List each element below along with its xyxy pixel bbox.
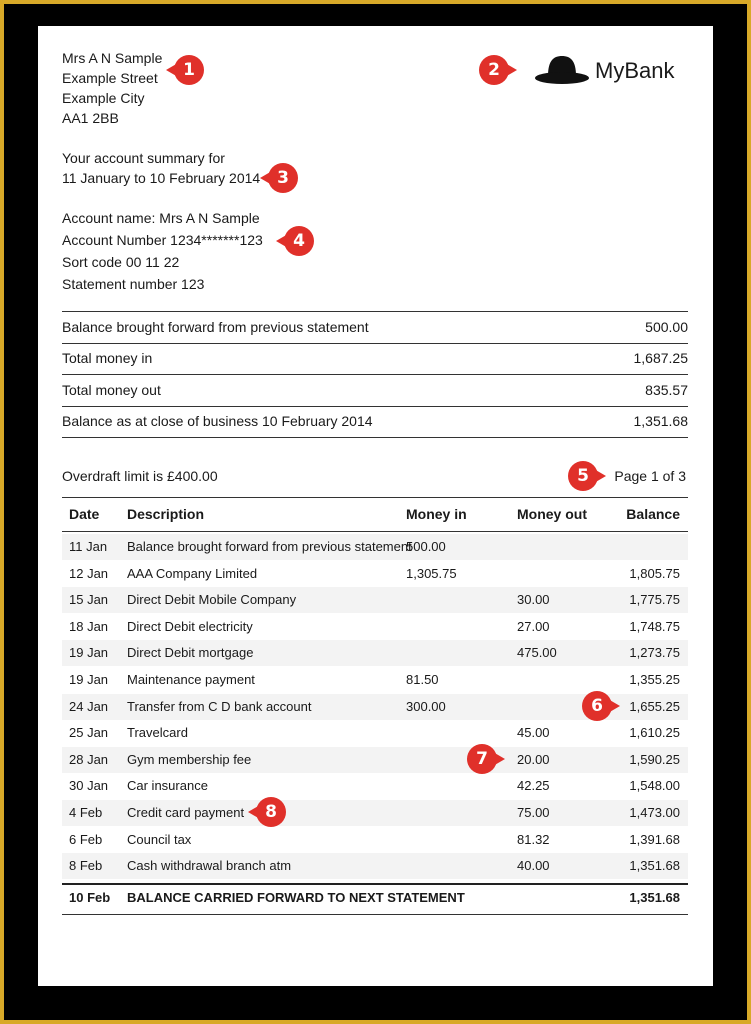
row-balance: 1,655.25 [629, 698, 680, 714]
row-money-out: 20.00 [517, 751, 550, 767]
row-description: Direct Debit Mobile Company [127, 592, 297, 608]
row-description: Transfer from C D bank account [127, 698, 312, 714]
row-date: 6 Feb [69, 831, 103, 847]
row-date: 18 Jan [69, 618, 109, 634]
row-description: Cash withdrawal branch atm [127, 858, 292, 874]
divider [62, 311, 688, 312]
row-balance: 1,391.68 [629, 831, 680, 847]
marker-2: 2 [479, 55, 517, 85]
row-date: 30 Jan [69, 778, 109, 794]
row-money-out: 45.00 [517, 725, 550, 741]
row-balance: 1,355.25 [629, 672, 680, 687]
row-money-out: 475.00 [517, 645, 557, 661]
row-balance: 1,273.75 [629, 645, 680, 661]
footer-balance: 1,351.68 [629, 890, 680, 905]
divider [62, 531, 688, 532]
balance-label: Total money in [62, 350, 153, 366]
marker-5: 5 [568, 461, 606, 491]
bowler-hat-icon [534, 54, 590, 86]
row-date: 19 Jan [69, 672, 109, 687]
marker-1: 1 [166, 55, 204, 85]
column-header-date: Date [69, 506, 100, 522]
row-description: Credit card payment [127, 805, 245, 820]
address-line: Mrs A N Sample [62, 50, 163, 66]
row-date: 12 Jan [69, 565, 109, 581]
marker-6: 6 [582, 691, 620, 721]
row-balance: 1,805.75 [629, 565, 680, 581]
divider [62, 914, 688, 915]
divider [62, 437, 688, 438]
row-money-out: 42.25 [517, 778, 550, 794]
balance-value: 1,351.68 [633, 413, 688, 429]
row-money-in: 300.00 [406, 698, 446, 714]
divider [62, 374, 688, 375]
row-description: Travelcard [127, 725, 188, 741]
balance-label: Total money out [62, 382, 161, 398]
row-money-in: 1,305.75 [406, 565, 457, 581]
page-number: Page 1 of 3 [614, 468, 686, 484]
row-balance: 1,590.25 [629, 751, 680, 767]
summary-heading: Your account summary for [62, 150, 225, 166]
row-money-out: 40.00 [517, 858, 550, 874]
account-name: Account name: Mrs A N Sample [62, 210, 260, 226]
row-date: 24 Jan [69, 698, 109, 714]
divider [62, 406, 688, 407]
marker-8: 8 [248, 797, 286, 827]
marker-7: 7 [467, 744, 505, 774]
row-balance: 1,351.68 [629, 858, 680, 874]
summary-period: 11 January to 10 February 2014 [62, 170, 261, 186]
statement-number: Statement number 123 [62, 276, 205, 292]
column-header-balance: Balance [626, 506, 680, 522]
row-date: 15 Jan [69, 592, 109, 608]
row-description: Council tax [127, 831, 192, 847]
row-description: AAA Company Limited [127, 565, 258, 581]
marker-3: 3 [260, 163, 298, 193]
bank-name: MyBank [595, 58, 675, 83]
sort-code: Sort code 00 11 22 [62, 254, 180, 270]
row-date: 4 Feb [69, 805, 103, 820]
balance-value: 500.00 [645, 319, 688, 335]
column-header-money-in: Money in [406, 506, 467, 522]
row-description: Direct Debit mortgage [127, 645, 254, 661]
address-line: Example City [62, 90, 145, 106]
row-description: Direct Debit electricity [127, 618, 253, 634]
balance-value: 835.57 [645, 382, 688, 398]
divider [62, 497, 688, 498]
row-money-out: 27.00 [517, 618, 550, 634]
row-balance: 1,473.00 [629, 805, 680, 820]
balance-label: Balance as at close of business 10 February 2014 [62, 413, 373, 429]
row-description: Balance brought forward from previous statement [127, 539, 412, 554]
row-date: 25 Jan [69, 725, 109, 741]
row-balance: 1,610.25 [629, 725, 680, 741]
row-description: Gym membership fee [127, 751, 252, 767]
divider [62, 343, 688, 344]
address-line: AA1 2BB [62, 110, 119, 126]
column-header-money-out: Money out [517, 506, 587, 522]
row-balance: 1,548.00 [629, 778, 680, 794]
address-line: Example Street [62, 70, 158, 86]
row-description: Car insurance [127, 778, 208, 794]
row-money-in: 81.50 [406, 672, 439, 687]
column-header-description: Description [127, 506, 205, 522]
marker-4: 4 [276, 226, 314, 256]
overdraft-limit: Overdraft limit is £400.00 [62, 468, 218, 484]
balance-label: Balance brought forward from previous statement [62, 319, 369, 335]
row-money-in: 500.00 [406, 539, 446, 554]
row-date: 11 Jan [69, 539, 108, 554]
balance-value: 1,687.25 [633, 350, 688, 366]
row-date: 19 Jan [69, 645, 109, 661]
account-number: Account Number 1234*******123 [62, 232, 263, 248]
row-date: 8 Feb [69, 858, 103, 874]
row-money-out: 30.00 [517, 592, 550, 608]
row-balance: 1,748.75 [629, 618, 680, 634]
row-money-out: 81.32 [517, 831, 550, 847]
statement-page [38, 26, 713, 986]
row-balance: 1,775.75 [629, 592, 680, 608]
row-description: Maintenance payment [127, 672, 255, 687]
row-date: 28 Jan [69, 751, 109, 767]
footer-description: BALANCE CARRIED FORWARD TO NEXT STATEMENT [127, 890, 465, 905]
row-money-out: 75.00 [517, 805, 550, 820]
footer-date: 10 Feb [69, 890, 111, 905]
